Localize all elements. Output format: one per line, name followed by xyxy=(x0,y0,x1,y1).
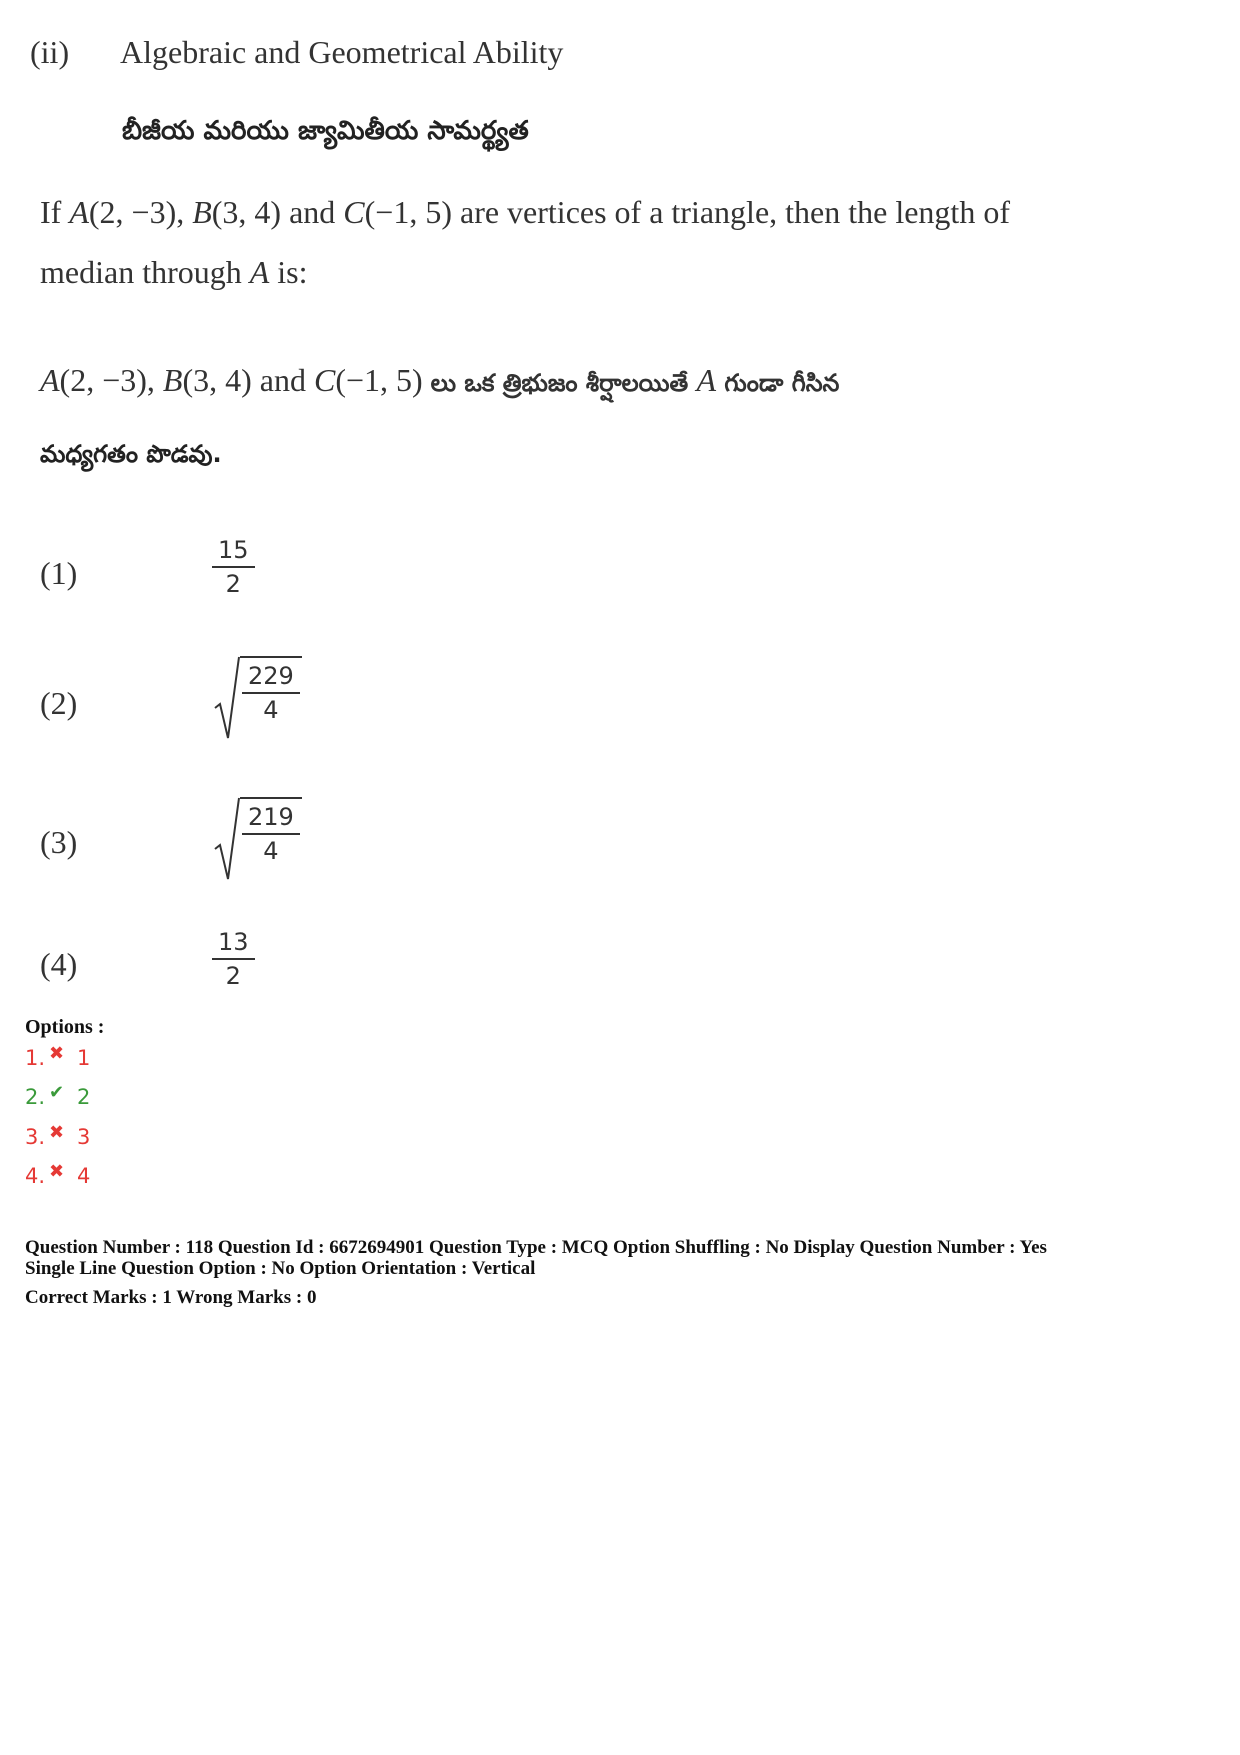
question-meta-line1: Question Number : 118 Question Id : 6672694901 Question Type : MCQ Option Shuffling : No Display Question Number : Yes xyxy=(25,1237,1047,1258)
question-text-english: If A(2, −3), B(3, 4) and C(−1, 5) are vertices of a triangle, then the length of median through A is: xyxy=(40,194,1010,290)
section-number: (ii) xyxy=(30,34,70,70)
option-row-2: 2. ✔ 2 xyxy=(25,1082,91,1109)
options-heading: Options : xyxy=(25,1016,105,1038)
option-row-1: 1. ✖ 1 xyxy=(25,1043,91,1070)
correct-check-icon: ✔ xyxy=(49,1082,65,1103)
question-text-telugu-line2: మధ్యగతం పొడవు. xyxy=(40,440,222,468)
question-text-telugu: A(2, −3), B(3, 4) and C(−1, 5) లు ఒక త్రిభుజం శీర్షాలయితే A గుండా గీసిన xyxy=(40,362,840,398)
answer-label-4: (4) xyxy=(40,946,78,982)
section-title: Algebraic and Geometrical Ability xyxy=(120,34,564,70)
answer-label-1: (1) xyxy=(40,555,78,591)
answer-value-3: $\frac{219}{4}$ xyxy=(214,797,302,887)
answer-value-1: $\frac{15}{2}$ xyxy=(212,536,255,598)
answer-label-2: (2) xyxy=(40,685,78,721)
answer-value-2: $\frac{229}{4}$ xyxy=(214,656,302,746)
answer-value-4: $\frac{13}{2}$ xyxy=(212,928,255,990)
sqrt-symbol-icon xyxy=(214,656,240,740)
wrong-x-icon: ✖ xyxy=(49,1161,65,1182)
answer-label-3: (3) xyxy=(40,824,78,860)
option-row-4: 4. ✖ 4 xyxy=(25,1161,91,1188)
section-title-telugu: బీజీయ మరియు జ్యామితీయ సామర్థ్యత xyxy=(122,116,529,146)
wrong-x-icon: ✖ xyxy=(49,1122,65,1143)
option-row-3: 3. ✖ 3 xyxy=(25,1122,91,1149)
question-meta-marks: Correct Marks : 1 Wrong Marks : 0 xyxy=(25,1287,317,1308)
sqrt-symbol-icon xyxy=(214,797,240,881)
question-meta-line2: Single Line Question Option : No Option Orientation : Vertical xyxy=(25,1258,536,1279)
wrong-x-icon: ✖ xyxy=(49,1043,65,1064)
